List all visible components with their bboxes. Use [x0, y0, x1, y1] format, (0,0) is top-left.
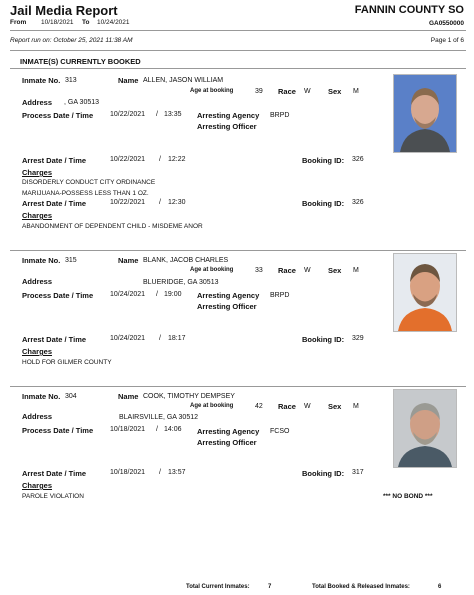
name-value: ALLEN, JASON WILLIAM: [143, 77, 224, 84]
race-label: Race: [278, 266, 296, 275]
sex-value: M: [353, 267, 359, 274]
charge-item: DISORDERLY CONDUCT CITY ORDINANCE: [22, 179, 156, 186]
slash: /: [159, 469, 161, 476]
age-value: 39: [255, 88, 263, 95]
booking-id-value: 317: [352, 469, 364, 476]
arresting-agency-value: FCSO: [270, 428, 290, 435]
race-value: W: [304, 267, 311, 274]
process-time: 13:35: [164, 111, 182, 118]
address-value: BLAIRSVILLE, GA 30512: [119, 414, 198, 421]
mugshot-image: [394, 75, 456, 152]
to-label: To: [82, 19, 90, 26]
process-label: Process Date / Time: [22, 111, 94, 120]
total-booked-label: Total Booked & Released Inmates:: [312, 584, 410, 590]
slash: /: [159, 156, 161, 163]
arresting-officer-label: Arresting Officer: [197, 438, 257, 447]
inmate-photo: [393, 253, 457, 332]
record-divider: [10, 250, 466, 251]
mugshot-image: [394, 390, 456, 467]
inmate-no-value: 315: [65, 257, 77, 264]
race-value: W: [304, 403, 311, 410]
county-name: FANNIN COUNTY SO: [354, 4, 464, 16]
total-current-label: Total Current Inmates:: [186, 584, 250, 590]
inmate-no-value: 313: [65, 77, 77, 84]
booking-id-label: Booking ID:: [302, 156, 345, 165]
mugshot-image: [394, 254, 456, 331]
charges-heading: Charges: [22, 347, 53, 356]
arresting-officer-label: Arresting Officer: [197, 302, 257, 311]
inmate-photo: [393, 389, 457, 468]
arrest-date: 10/24/2021: [110, 335, 146, 342]
process-label: Process Date / Time: [22, 426, 94, 435]
run-divider: [10, 50, 466, 51]
name-value: BLANK, JACOB CHARLES: [143, 257, 229, 264]
race-label: Race: [278, 87, 296, 96]
charge-item: ABANDONMENT OF DEPENDENT CHILD - MISDEME ANOR: [22, 223, 203, 230]
name-label: Name: [118, 256, 139, 265]
process-date: 10/22/2021: [110, 111, 146, 118]
age-value: 42: [255, 403, 263, 410]
arresting-officer-label: Arresting Officer: [197, 122, 257, 131]
arrest-time: 18:17: [168, 335, 186, 342]
age-label: Age at booking: [190, 267, 234, 273]
slash: /: [159, 335, 161, 342]
charge-item: HOLD FOR GILMER COUNTY: [22, 359, 112, 366]
name-label: Name: [118, 76, 139, 85]
inmate-no-label: Inmate No.: [22, 392, 61, 401]
sex-value: M: [353, 88, 359, 95]
arrest-time: 12:30: [168, 199, 186, 206]
arrest-time: 12:22: [168, 156, 186, 163]
report-run-on: Report run on: October 25, 2021 11:38 AM: [10, 37, 133, 44]
booking-id-value: 326: [352, 199, 364, 206]
total-booked-value: 6: [438, 584, 442, 590]
address-value: , GA 30513: [64, 99, 100, 106]
name-value: COOK, TIMOTHY DEMPSEY: [143, 393, 235, 400]
arrest-date: 10/18/2021: [110, 469, 146, 476]
page-number: Page 1 of 6: [430, 37, 464, 44]
inmate-no-label: Inmate No.: [22, 256, 61, 265]
address-label: Address: [22, 412, 53, 421]
arresting-agency-label: Arresting Agency: [197, 427, 260, 436]
booking-id-label: Booking ID:: [302, 469, 345, 478]
arrest-date: 10/22/2021: [110, 156, 146, 163]
charge-item: PAROLE VIOLATION: [22, 493, 84, 500]
arrest-label: Arrest Date / Time: [22, 335, 87, 344]
booking-id-label: Booking ID:: [302, 335, 345, 344]
charges-heading: Charges: [22, 211, 53, 220]
booking-id-value: 329: [352, 335, 364, 342]
process-label: Process Date / Time: [22, 291, 94, 300]
from-date: 10/18/2021: [41, 19, 74, 26]
process-time: 14:06: [164, 426, 182, 433]
race-value: W: [304, 88, 311, 95]
no-bond-note: *** NO BOND ***: [383, 493, 433, 500]
process-date: 10/24/2021: [110, 291, 146, 298]
arresting-agency-label: Arresting Agency: [197, 291, 260, 300]
slash: /: [156, 291, 158, 298]
inmate-no-value: 304: [65, 393, 77, 400]
record-divider: [10, 386, 466, 387]
arrest-label: Arrest Date / Time: [22, 469, 87, 478]
sex-label: Sex: [328, 87, 342, 96]
sex-label: Sex: [328, 266, 342, 275]
name-label: Name: [118, 392, 139, 401]
inmate-no-label: Inmate No.: [22, 76, 61, 85]
slash: /: [156, 426, 158, 433]
inmate-photo: [393, 74, 457, 153]
sex-value: M: [353, 403, 359, 410]
sex-label: Sex: [328, 402, 342, 411]
arrest-label: Arrest Date / Time: [22, 156, 87, 165]
booking-id-label: Booking ID:: [302, 199, 345, 208]
process-date: 10/18/2021: [110, 426, 146, 433]
to-date: 10/24/2021: [97, 19, 130, 26]
charge-item: MARIJUANA-POSSESS LESS THAN 1 OZ.: [22, 190, 149, 197]
report-title: Jail Media Report: [10, 3, 118, 18]
address-label: Address: [22, 98, 53, 107]
arresting-agency-value: BRPD: [270, 292, 290, 299]
slash: /: [159, 199, 161, 206]
race-label: Race: [278, 402, 296, 411]
age-value: 33: [255, 267, 263, 274]
total-current-value: 7: [268, 584, 272, 590]
age-label: Age at booking: [190, 403, 234, 409]
arresting-agency-label: Arresting Agency: [197, 111, 260, 120]
arrest-time: 13:57: [168, 469, 186, 476]
address-label: Address: [22, 277, 53, 286]
arresting-agency-value: BRPD: [270, 112, 290, 119]
booking-id-value: 326: [352, 156, 364, 163]
age-label: Age at booking: [190, 88, 234, 94]
slash: /: [156, 111, 158, 118]
section-divider: [10, 68, 466, 69]
charges-heading: Charges: [22, 481, 53, 490]
section-title: INMATE(S) CURRENTLY BOOKED: [20, 57, 141, 66]
address-value: BLUERIDGE, GA 30513: [143, 279, 219, 286]
charges-heading: Charges: [22, 168, 53, 177]
arrest-label: Arrest Date / Time: [22, 199, 87, 208]
arrest-date: 10/22/2021: [110, 199, 146, 206]
from-label: From: [10, 19, 27, 26]
header-divider: [10, 30, 466, 31]
process-time: 19:00: [164, 291, 182, 298]
agency-code: GA0550000: [428, 20, 464, 27]
